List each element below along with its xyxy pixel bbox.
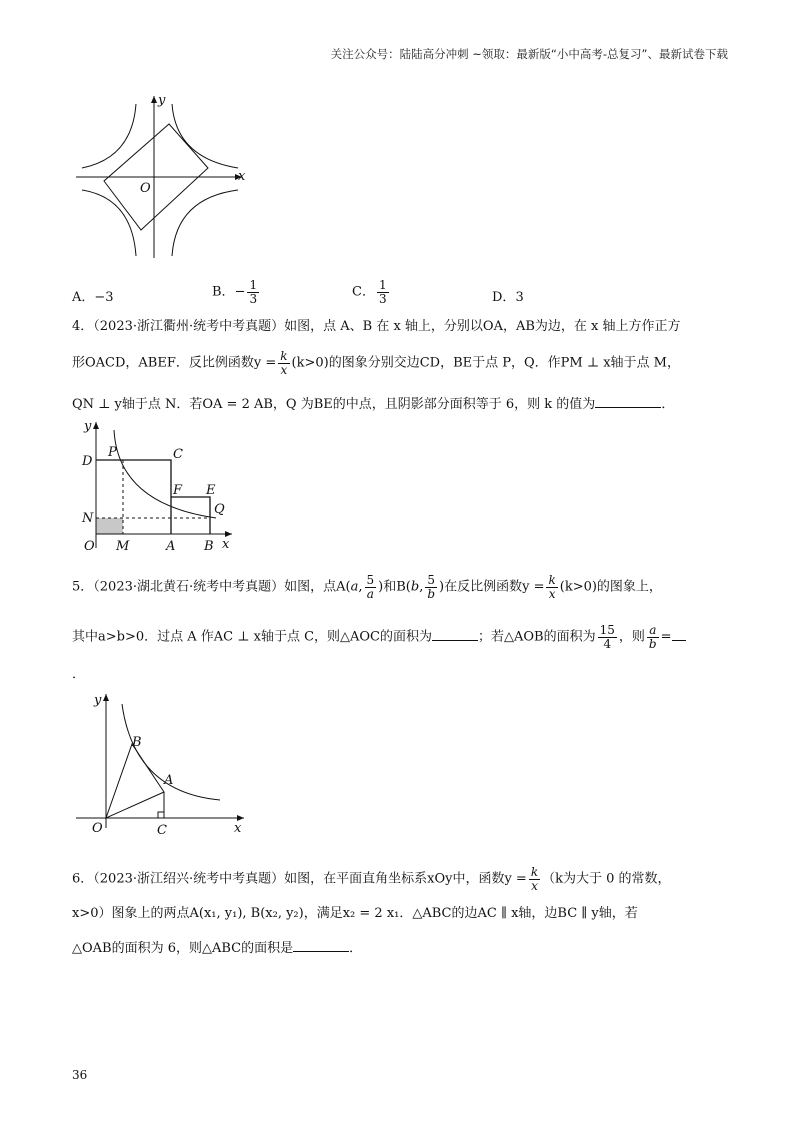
- choice-c: C． $\frac{1}{3}$: [352, 278, 387, 306]
- fig3-y: y: [94, 693, 102, 708]
- fig1-origin-label: O: [140, 181, 151, 196]
- fig2-x: x: [222, 537, 230, 552]
- q6-answer-blank[interactable]: [293, 939, 349, 952]
- fig2-F: F: [173, 483, 183, 498]
- fig1-x-label: x: [238, 169, 246, 184]
- q4-line-1: 4．（2023·浙江衢州·统考中考真题）如图，点 A、B 在 x 轴上，分别以OA，AB为边，在 x 轴上方作正方: [72, 319, 681, 334]
- q4-line-3: QN ⊥ y轴于点 N．若OA = 2 AB，Q 为BE的中点，且阴影部分面积等于 6，则 k 的值为 ．: [72, 397, 675, 412]
- page-number: 36: [72, 1068, 88, 1082]
- page-header: 关注公众号：陆陆高分冲刺 ~领取：最新版“小中高考-总复习”、最新试卷下载: [330, 47, 728, 61]
- fig2-M: M: [116, 539, 130, 554]
- q4-answer-blank[interactable]: [595, 395, 661, 408]
- q6-line-1: 6．（2023·浙江绍兴·统考中考真题）如图，在平面直角坐标系xOy中，函数y = $\frac{k}{x}$ （k为大于 0 的常数，: [72, 865, 671, 893]
- q6-line-3: △OAB的面积为 6，则△ABC的面积是 ．: [72, 941, 363, 956]
- figure-hyperbola-square: [72, 90, 252, 262]
- fig3-B: B: [132, 735, 142, 750]
- fig2-B: B: [204, 539, 214, 554]
- fig2-Q: Q: [214, 502, 225, 517]
- choice-d: D．3: [492, 290, 524, 305]
- q5-line-1: 5．（2023·湖北黄石·统考中考真题）如图，点A(a, $\frac{5}{a}$ )和B(b, $\frac{5}{b}$ )在反比例函数y = $\frac{k}{x}$ (k>0)的图象上，: [72, 573, 662, 601]
- fig2-C: C: [173, 447, 183, 462]
- fig3-C: C: [157, 823, 167, 838]
- fig3-O: O: [92, 821, 103, 836]
- fig1-y-label: y: [158, 93, 166, 108]
- fig2-N: N: [82, 511, 94, 526]
- fig3-A: A: [164, 773, 174, 788]
- fig2-A: A: [166, 539, 176, 554]
- q6-line-2: x>0）图象上的两点A(x₁, y₁), B(x₂, y₂)，满足x₂ = 2 x₁．△ABC的边AC ∥ x轴，边BC ∥ y轴，若: [72, 906, 638, 921]
- figure-squares-hyperbola: [72, 418, 242, 558]
- q5-answer-blank-2[interactable]: [672, 628, 686, 641]
- q4-line-2: 形OACD，ABEF．反比例函数y = $\frac{k}{x}$ (k>0)的图象分别交边CD，BE于点 P，Q．作PM ⊥ x轴于点 M，: [72, 349, 680, 377]
- fig2-O: O: [84, 539, 95, 554]
- q5-line-3: ．: [72, 667, 86, 682]
- fig2-y: y: [84, 419, 92, 434]
- fig2-P: P: [108, 445, 117, 460]
- choice-a: A．−3: [72, 290, 114, 305]
- fig3-x: x: [234, 821, 242, 836]
- fig2-E: E: [206, 483, 216, 498]
- figure-triangle-hyperbola: [72, 688, 252, 838]
- fig2-D: D: [82, 454, 93, 469]
- q5-line-2: 其中a>b>0．过点 A 作AC ⊥ x轴于点 C，则△AOC的面积为 ；若△AOB的面积为 $\frac{15}{4}$ ，则 $\frac{a}{b}$ =: [72, 624, 686, 650]
- q5-answer-blank-1[interactable]: [432, 628, 478, 641]
- choice-b: B．− $\frac{1}{3}$: [212, 278, 258, 306]
